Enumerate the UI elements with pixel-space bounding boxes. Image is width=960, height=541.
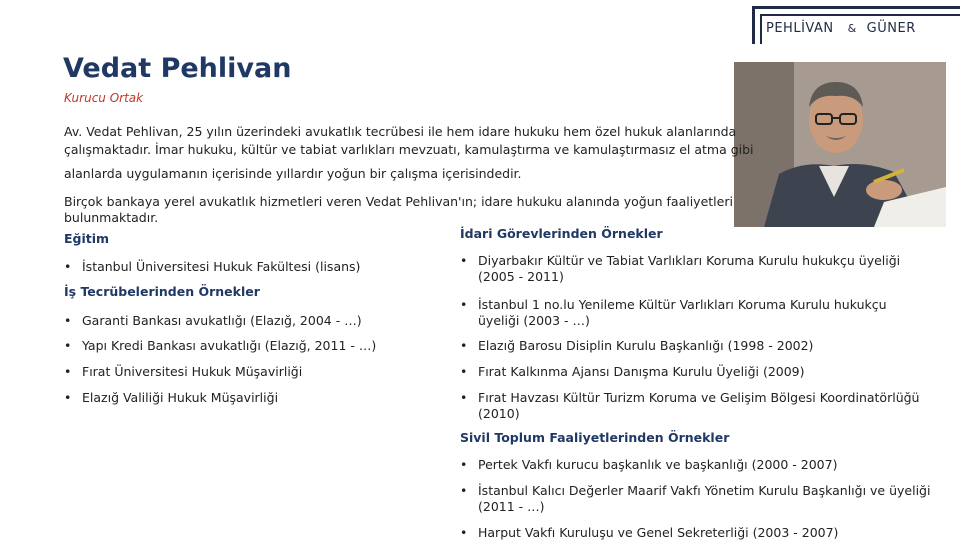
list-item-text: Fırat Havzası Kültür Turizm Koruma ve Gelişim Bölgesi Koordinatörlüğü bbox=[478, 390, 920, 405]
bio-line: Birçok bankaya yerel avukatlık hizmetleri veren Vedat Pehlivan'ın; idare hukuku alanında yoğun faaliyetleri bbox=[64, 194, 733, 209]
list-item bbox=[460, 338, 813, 354]
firm-logo bbox=[766, 21, 916, 36]
bullet: • bbox=[460, 338, 468, 353]
bio-line: bulunmaktadır. bbox=[64, 210, 159, 225]
bullet: • bbox=[64, 259, 72, 274]
list-item-continuation: (2005 - 2011) bbox=[478, 269, 564, 284]
bio-line: çalışmaktadır. İmar hukuku, kültür ve tabiat varlıkları mevzuatı, kamulaştırma ve kamulaştırmasız el atma gibi bbox=[64, 142, 754, 157]
list-item bbox=[64, 259, 360, 275]
bullet: • bbox=[460, 525, 468, 540]
list-item bbox=[460, 483, 930, 515]
logo-frame bbox=[760, 14, 762, 44]
list-item bbox=[64, 338, 376, 354]
bullet: • bbox=[460, 457, 468, 472]
list-item-text: Elazığ Valiliği Hukuk Müşavirliği bbox=[82, 390, 279, 405]
bullet: • bbox=[64, 364, 72, 379]
list-item-text: Elazığ Barosu Disiplin Kurulu Başkanlığı (1998 - 2002) bbox=[478, 338, 814, 353]
portrait-illustration bbox=[734, 62, 946, 227]
list-item-text: Diyarbakır Kültür ve Tabiat Varlıkları Koruma Kurulu hukukçu üyeliği bbox=[478, 253, 901, 268]
bullet: • bbox=[64, 390, 72, 405]
bullet: • bbox=[64, 313, 72, 328]
bio-line: Av. Vedat Pehlivan, 25 yılın üzerindeki avukatlık tecrübesi ile hem idare hukuku hem özel hukuk alanlarında bbox=[64, 124, 737, 139]
bullet: • bbox=[460, 390, 468, 405]
section-heading-sivil: Sivil Toplum Faaliyetlerinden Örnekler bbox=[460, 430, 730, 445]
list-item-continuation: (2010) bbox=[478, 406, 520, 421]
bio-line: alanlarda uygulamanın içerisinde yıllardır yoğun bir çalışma içerisindedir. bbox=[64, 166, 522, 181]
logo-left: PEHLİVAN bbox=[766, 21, 834, 36]
role-subtitle: Kurucu Ortak bbox=[64, 91, 144, 105]
bullet: • bbox=[460, 297, 468, 312]
list-item-text: Fırat Kalkınma Ajansı Danışma Kurulu Üyeliği (2009) bbox=[478, 364, 805, 379]
logo-frame bbox=[752, 6, 755, 44]
bullet: • bbox=[460, 253, 468, 268]
list-item-continuation: üyeliği (2003 - …) bbox=[478, 313, 590, 328]
list-item bbox=[460, 297, 887, 329]
list-item bbox=[460, 525, 838, 541]
list-item-text: Pertek Vakfı kurucu başkanlık ve başkanlığı (2000 - 2007) bbox=[478, 457, 838, 472]
bullet: • bbox=[64, 338, 72, 353]
logo-frame bbox=[752, 6, 960, 9]
section-heading-idari: İdari Görevlerinden Örnekler bbox=[460, 226, 663, 241]
portrait-photo bbox=[734, 62, 946, 227]
list-item-text: Garanti Bankası avukatlığı (Elazığ, 2004 - …) bbox=[82, 313, 362, 328]
section-heading-egitim: Eğitim bbox=[64, 231, 110, 246]
list-item-text: İstanbul 1 no.lu Yenileme Kültür Varlıkları Koruma Kurulu hukukçu bbox=[478, 297, 887, 312]
section-heading-is: İş Tecrübelerinden Örnekler bbox=[64, 284, 260, 299]
list-item-text: Harput Vakfı Kuruluşu ve Genel Sekreterliği (2003 - 2007) bbox=[478, 525, 839, 540]
list-item bbox=[64, 313, 362, 329]
list-item bbox=[460, 364, 805, 380]
list-item-text: İstanbul Üniversitesi Hukuk Fakültesi (lisans) bbox=[82, 259, 361, 274]
logo-right: GÜNER bbox=[866, 21, 916, 36]
list-item bbox=[460, 390, 919, 422]
logo-amp: & bbox=[847, 22, 857, 35]
list-item bbox=[64, 364, 302, 380]
bullet: • bbox=[460, 483, 468, 498]
list-item bbox=[460, 253, 900, 285]
list-item-text: Fırat Üniversitesi Hukuk Müşavirliği bbox=[82, 364, 303, 379]
list-item-continuation: (2011 - …) bbox=[478, 499, 545, 514]
list-item bbox=[64, 390, 278, 406]
page-title: Vedat Pehlivan bbox=[63, 53, 292, 84]
logo-frame bbox=[760, 14, 960, 16]
list-item-text: İstanbul Kalıcı Değerler Maarif Vakfı Yönetim Kurulu Başkanlığı ve üyeliği bbox=[478, 483, 931, 498]
list-item bbox=[460, 457, 837, 473]
list-item-text: Yapı Kredi Bankası avukatlığı (Elazığ, 2011 - …) bbox=[82, 338, 377, 353]
bullet: • bbox=[460, 364, 468, 379]
